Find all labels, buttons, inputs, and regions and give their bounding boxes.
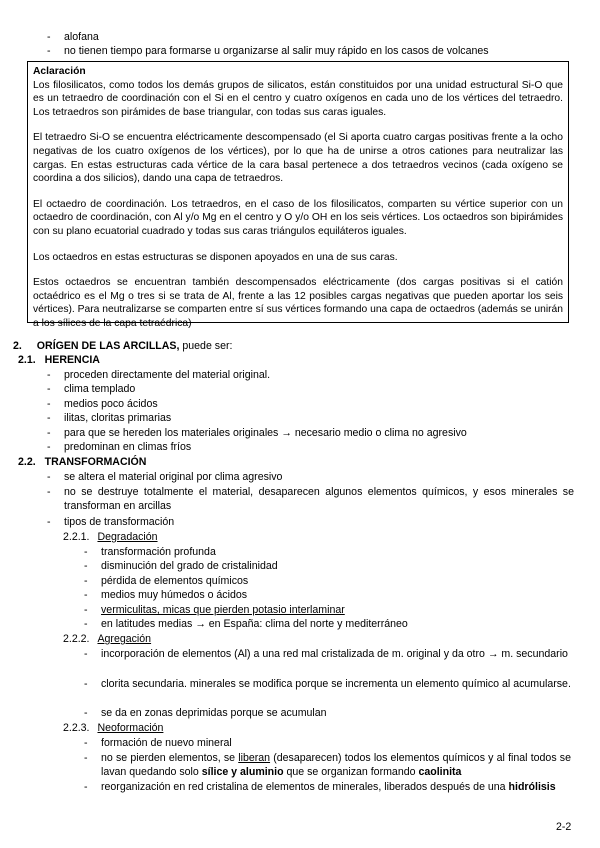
subsubsection-heading-neoformacion: 2.2.3. Neoformación xyxy=(63,722,164,734)
list-item: disminución del grado de cristalinidad xyxy=(101,560,278,572)
bullet-dash: - xyxy=(84,678,88,690)
section-title: ORÍGEN DE LAS ARCILLAS, xyxy=(36,340,180,352)
bullet-dash: - xyxy=(47,45,51,57)
bullet-dash: - xyxy=(84,575,88,587)
list-item: pérdida de elementos químicos xyxy=(101,575,249,587)
list-item: medios muy húmedos o ácidos xyxy=(101,589,248,601)
bullet-dash: - xyxy=(47,486,51,498)
bullet-dash: - xyxy=(84,546,88,558)
bullet-dash: - xyxy=(84,589,88,601)
list-item: proceden directamente del material original. xyxy=(64,369,271,381)
list-item: no se pierden elementos, se liberan (desaparecen) todos los elementos químicos y al final todos se lavan quedando solo sílice y aluminio que se organizan formando caolinita xyxy=(101,752,571,779)
subsection-heading-herencia: 2.1. HERENCIA xyxy=(18,354,100,366)
bullet-dash: - xyxy=(47,369,51,381)
bullet-dash: - xyxy=(47,471,51,483)
bullet-dash: - xyxy=(47,427,51,439)
aclaracion-paragraph: Estos octaedros se encuentran también descompensados eléctricamente (dos cargas positivas si el catión octaédrico es el Mg o tres si se trata de Al, frente a las 12 posibles cargas negativas que pueden aportar los seis vértices). Para neutralizarse se comparten entre sí sus vértices formando una capa de octaedros (además se unirán a los sílices de la capa tetraédrica) xyxy=(33,277,563,329)
list-item: clima templado xyxy=(64,383,136,395)
list-item: clorita secundaria. minerales se modifica porque se incrementa un elemento químico al acumularse. xyxy=(101,678,571,690)
subsubsection-heading-agregacion: 2.2.2. Agregación xyxy=(63,633,152,645)
bullet-dash: - xyxy=(47,31,51,43)
bullet-dash: - xyxy=(84,604,88,616)
list-item: tipos de transformación xyxy=(64,516,175,528)
list-item: transformación profunda xyxy=(101,546,216,558)
bullet-dash: - xyxy=(84,752,88,764)
list-item: ilitas, cloritas primarias xyxy=(64,412,172,424)
bullet-dash: - xyxy=(84,781,88,793)
list-item: para que se hereden los materiales originales → necesario medio o clima no agresivo xyxy=(64,427,467,439)
bullet-dash: - xyxy=(47,441,51,453)
aclaracion-title: Aclaración xyxy=(33,66,86,77)
list-item: incorporación de elementos (Al) a una red mal cristalizada de m. original y da otro → m. secundario xyxy=(101,648,568,660)
bullet-dash: - xyxy=(47,398,51,410)
list-item: formación de nuevo mineral xyxy=(101,737,232,749)
list-item: en latitudes medias → en España: clima del norte y mediterráneo xyxy=(101,618,408,630)
list-item: se da en zonas deprimidas porque se acumulan xyxy=(101,707,327,719)
list-item: se altera el material original por clima agresivo xyxy=(64,471,283,483)
aclaracion-paragraph: El tetraedro Si-O se encuentra eléctricamente descompensado (el Si aporta cuatro cargas positivas frente a la ocho negativas de los cuatro oxígenos de los vértices), por lo que ha de unirse a otros cationes para neutralizar las cargas. En estas estructuras cada vértice de la cara basal pertenece a dos tetraedros vecinos (cada oxígeno se coordina a dos silicios), dando una capa de tetraedros. xyxy=(33,132,563,185)
list-item: no tienen tiempo para formarse u organizarse al salir muy rápido en los casos de volcanes xyxy=(64,45,489,57)
list-item: vermiculitas, micas que pierden potasio interlaminar xyxy=(101,604,345,616)
subsection-heading-transformacion: 2.2. TRANSFORMACIÓN xyxy=(18,456,147,468)
bullet-dash: - xyxy=(84,707,88,719)
list-item: medios poco ácidos xyxy=(64,398,158,410)
subsubsection-heading-degradacion: 2.2.1. Degradación xyxy=(63,531,158,543)
section-heading: 2. ORÍGEN DE LAS ARCILLAS, puede ser: xyxy=(13,340,233,352)
section-title-suffix: puede ser: xyxy=(179,340,233,352)
aclaracion-box xyxy=(27,61,569,329)
bullet-dash: - xyxy=(84,648,88,660)
bullet-dash: - xyxy=(47,412,51,424)
bullet-dash: - xyxy=(84,618,88,630)
bullet-dash: - xyxy=(47,516,51,528)
bullet-dash: - xyxy=(84,737,88,749)
aclaracion-paragraph: El octaedro de coordinación. Los tetraedros, en el caso de los filosilicatos, comparten su vértice superior con un octaedro de coordinación, con Al y/o Mg en el centro y O y/o OH en los seis vértices. Los octaedros son bipirámides con su plano ecuatorial cuadrado y todas sus caras triángulos equiláteros iguales. xyxy=(33,198,563,237)
aclaracion-paragraph: Los octaedros en estas estructuras se disponen apoyados en una de sus caras. xyxy=(33,251,398,263)
list-item: alofana xyxy=(64,31,99,43)
list-item: predominan en climas fríos xyxy=(64,441,192,453)
list-item: no se destruye totalmente el material, desaparecen algunos elementos químicos, y esos minerales se transforman en arcillas xyxy=(64,486,574,513)
aclaracion-paragraph: Los filosilicatos, como todos los demás grupos de silicatos, están constituidos por una unidad estructural Si-O que es un tetraedro de coordinación con el Si en el centro y cuatro oxígenos en cada uno de los vértices del tetraedro. Los tetraedros son pirámides de base triangular, con todas sus caras iguales. xyxy=(33,79,563,118)
page-number: 2-2 xyxy=(556,821,572,833)
bullet-dash: - xyxy=(84,560,88,572)
bullet-dash: - xyxy=(47,383,51,395)
list-item: reorganización en red cristalina de elementos de minerales, liberados después de una hidrólisis xyxy=(101,781,556,793)
